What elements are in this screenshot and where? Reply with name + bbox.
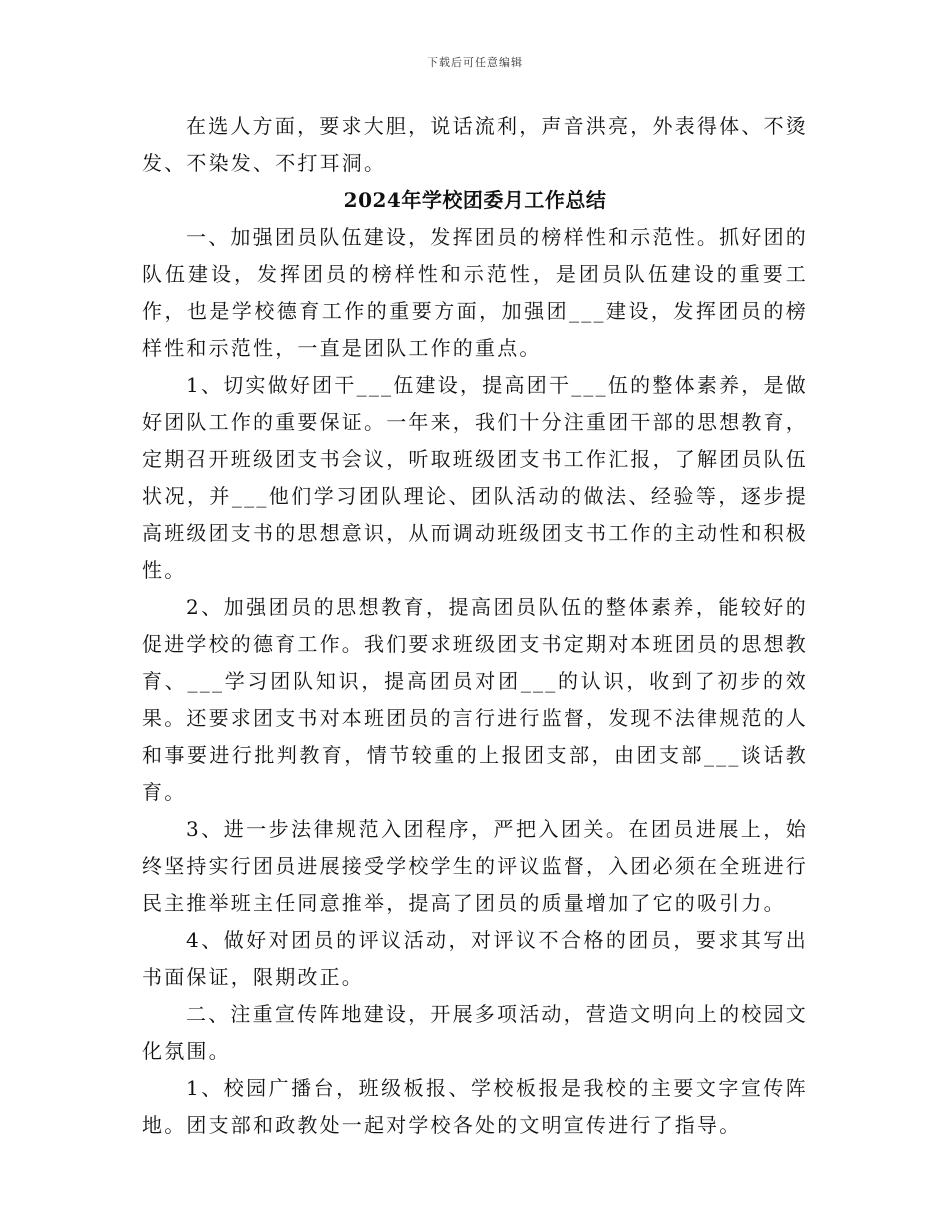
paragraph-1: 一、加强团员队伍建设，发挥团员的榜样性和示范性。抓好团的队伍建设，发挥团员的榜样性和示范性，是团员队伍建设的重要工作，也是学校德育工作的重要方面，加强团___建设，发挥团员的榜样性和示范性，一直是团队工作的重点。 xyxy=(142,225,808,360)
document-body xyxy=(142,108,808,1144)
intro-paragraph: 在选人方面，要求大胆，说话流利，声音洪亮，外表得体、不烫发、不染发、不打耳洞。 xyxy=(142,114,808,175)
document-title: 2024年学校团委月工作总结 xyxy=(343,188,607,212)
header-note: 下载后可任意编辑 xyxy=(427,56,523,69)
paragraph-2: 1、切实做好团干___伍建设，提高团干___伍的整体素养，是做好团队工作的重要保证。一年来，我们十分注重团干部的思想教育，定期召开班级团支书会议，听取班级团支书工作汇报，了解团员队伍状况，并___他们学习团队理论、团队活动的做法、经验等，逐步提高班级团支书的思想意识，从而调动班级团支书工作的主动性和积极性。 xyxy=(142,373,808,582)
paragraph-7: 1、校园广播台，班级板报、学校板报是我校的主要文字宣传阵地。团支部和政教处一起对学校各处的文明宣传进行了指导。 xyxy=(142,1076,808,1137)
paragraph-4: 3、进一步法律规范入团程序，严把入团关。在团员进展上，始终坚持实行团员进展接受学校学生的评议监督，入团必须在全班进行民主推举班主任同意推举，提高了团员的质量增加了它的吸引力。 xyxy=(142,817,808,915)
paragraph-6: 二、注重宣传阵地建设，开展多项活动，营造文明向上的校园文化氛围。 xyxy=(142,1002,808,1063)
paragraph-3: 2、加强团员的思想教育，提高团员队伍的整体素养，能较好的促进学校的德育工作。我们要求班级团支书定期对本班团员的思想教育、___学习团队知识，提高团员对团___的认识，收到了初步的效果。还要求团支书对本班团员的言行进行监督，发现不法律规范的人和事要进行批判教育，情节较重的上报团支部，由团支部___谈话教育。 xyxy=(142,595,808,804)
paragraph-5: 4、做好对团员的评议活动，对评议不合格的团员，要求其写出书面保证，限期改正。 xyxy=(142,928,808,989)
